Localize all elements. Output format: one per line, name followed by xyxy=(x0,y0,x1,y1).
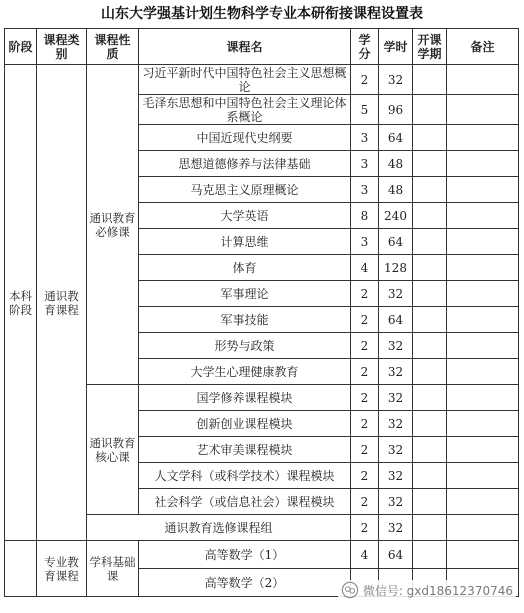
hours-value: 64 xyxy=(379,541,413,569)
credit-value: 2 xyxy=(351,385,379,411)
hours-value: 32 xyxy=(379,515,413,541)
header-course: 课程名 xyxy=(139,29,351,65)
note-value xyxy=(447,151,519,177)
hours-value: 32 xyxy=(379,437,413,463)
note-value xyxy=(447,463,519,489)
course-name: 艺术审美课程模块 xyxy=(139,437,351,463)
note-value xyxy=(447,411,519,437)
term-value xyxy=(413,151,447,177)
credit-value: 2 xyxy=(351,437,379,463)
credit-value: 3 xyxy=(351,177,379,203)
watermark-text: 微信号: gxd18612370746 xyxy=(362,583,513,598)
course-name: 军事技能 xyxy=(139,307,351,333)
course-name: 通识教育选修课程组 xyxy=(87,515,351,541)
term-value xyxy=(413,177,447,203)
term-value xyxy=(413,333,447,359)
course-name: 高等数学（1） xyxy=(139,541,351,569)
course-name: 国学修养课程模块 xyxy=(139,385,351,411)
credit-value: 2 xyxy=(351,307,379,333)
term-value xyxy=(413,515,447,541)
hours-value: 64 xyxy=(379,125,413,151)
credit-value: 2 xyxy=(351,333,379,359)
credit-value: 3 xyxy=(351,151,379,177)
stage-cell: 本科阶段 xyxy=(5,65,37,541)
term-value xyxy=(413,281,447,307)
credit-value: 8 xyxy=(351,203,379,229)
credit-value: 2 xyxy=(351,411,379,437)
category-cell-general: 通识教育课程 xyxy=(37,65,87,541)
course-name: 中国近现代史纲要 xyxy=(139,125,351,151)
course-name: 马克思主义原理概论 xyxy=(139,177,351,203)
table-row xyxy=(5,65,519,95)
note-value xyxy=(447,515,519,541)
note-value xyxy=(447,255,519,281)
header-category: 课程类别 xyxy=(37,29,87,65)
credit-value: 3 xyxy=(351,125,379,151)
page-title: 山东大学强基计划生物科学专业本研衔接课程设置表 xyxy=(101,6,423,22)
hours-value: 64 xyxy=(379,307,413,333)
note-value xyxy=(447,65,519,95)
header-stage: 阶段 xyxy=(5,29,37,65)
table-row xyxy=(5,541,519,569)
credit-value: 2 xyxy=(351,281,379,307)
wechat-icon xyxy=(341,581,359,599)
header-term: 开课学期 xyxy=(413,29,447,65)
note-value xyxy=(447,359,519,385)
credit-value: 3 xyxy=(351,229,379,255)
credit-value: 2 xyxy=(351,463,379,489)
category-cell-major: 专业教育课程 xyxy=(37,541,87,597)
term-value xyxy=(413,95,447,125)
credit-value: 4 xyxy=(351,541,379,569)
term-value xyxy=(413,411,447,437)
course-name: 习近平新时代中国特色社会主义思想概论 xyxy=(139,65,351,95)
term-value xyxy=(413,541,447,569)
note-value xyxy=(447,437,519,463)
course-name: 社会科学（或信息社会）课程模块 xyxy=(139,489,351,515)
term-value xyxy=(413,489,447,515)
credit-value: 4 xyxy=(351,255,379,281)
term-value xyxy=(413,463,447,489)
note-value xyxy=(447,281,519,307)
note-value xyxy=(447,541,519,569)
header-row xyxy=(5,29,519,65)
credit-value: 2 xyxy=(351,359,379,385)
course-name: 毛泽东思想和中国特色社会主义理论体系概论 xyxy=(139,95,351,125)
course-name: 思想道德修养与法律基础 xyxy=(139,151,351,177)
header-note: 备注 xyxy=(447,29,519,65)
term-value xyxy=(413,65,447,95)
note-value xyxy=(447,203,519,229)
course-name: 高等数学（2） xyxy=(139,569,351,597)
course-name: 军事理论 xyxy=(139,281,351,307)
hours-value: 32 xyxy=(379,411,413,437)
term-value xyxy=(413,203,447,229)
header-hours: 学时 xyxy=(379,29,413,65)
term-value xyxy=(413,255,447,281)
credit-value: 2 xyxy=(351,65,379,95)
credit-value: 5 xyxy=(351,95,379,125)
course-name: 大学生心理健康教育 xyxy=(139,359,351,385)
course-name: 人文学科（或科学技术）课程模块 xyxy=(139,463,351,489)
term-value xyxy=(413,359,447,385)
note-value xyxy=(447,385,519,411)
hours-value: 128 xyxy=(379,255,413,281)
term-value xyxy=(413,229,447,255)
wechat-watermark xyxy=(338,580,516,600)
header-credit: 学分 xyxy=(351,29,379,65)
term-value xyxy=(413,125,447,151)
stage-cell-empty xyxy=(5,541,37,597)
note-value xyxy=(447,125,519,151)
course-table xyxy=(4,28,519,597)
header-nature: 课程性质 xyxy=(87,29,139,65)
course-name: 创新创业课程模块 xyxy=(139,411,351,437)
hours-value: 48 xyxy=(379,151,413,177)
course-name: 形势与政策 xyxy=(139,333,351,359)
hours-value: 240 xyxy=(379,203,413,229)
credit-value: 2 xyxy=(351,515,379,541)
hours-value: 64 xyxy=(379,229,413,255)
term-value xyxy=(413,307,447,333)
hours-value: 96 xyxy=(379,95,413,125)
hours-value: 32 xyxy=(379,463,413,489)
hours-value: 32 xyxy=(379,333,413,359)
note-value xyxy=(447,229,519,255)
nature-cell-required: 通识教育必修课 xyxy=(87,65,139,385)
note-value xyxy=(447,333,519,359)
note-value xyxy=(447,307,519,333)
note-value xyxy=(447,95,519,125)
hours-value: 32 xyxy=(379,385,413,411)
note-value xyxy=(447,177,519,203)
hours-value: 32 xyxy=(379,65,413,95)
course-name: 体育 xyxy=(139,255,351,281)
nature-cell-core: 通识教育核心课 xyxy=(87,385,139,515)
hours-value: 48 xyxy=(379,177,413,203)
hours-value: 32 xyxy=(379,281,413,307)
hours-value: 32 xyxy=(379,489,413,515)
term-value xyxy=(413,385,447,411)
nature-cell-basic: 学科基础课 xyxy=(87,541,139,597)
course-name: 大学英语 xyxy=(139,203,351,229)
course-name: 计算思维 xyxy=(139,229,351,255)
term-value xyxy=(413,437,447,463)
hours-value: 32 xyxy=(379,359,413,385)
note-value xyxy=(447,489,519,515)
credit-value: 2 xyxy=(351,489,379,515)
